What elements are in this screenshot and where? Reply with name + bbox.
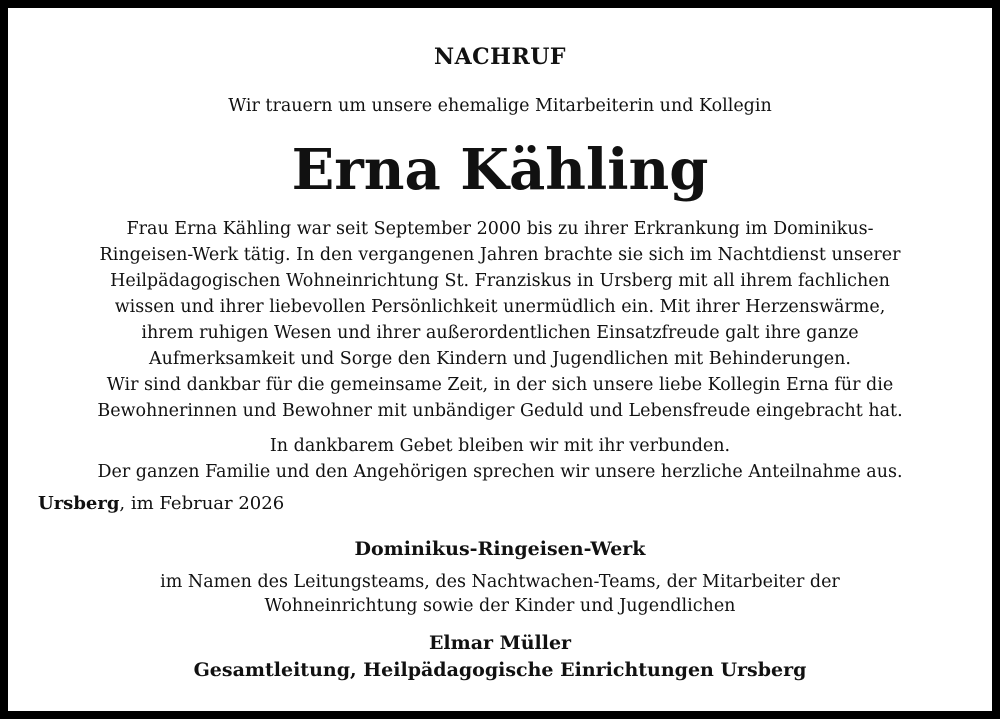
intro-line: Wir trauern um unsere ehemalige Mitarbeiterin und Kollegin [228, 96, 772, 116]
signer-title: Gesamtleitung, Heilpädagogische Einrichtungen Ursberg [193, 659, 807, 681]
organization-subtext [8, 570, 992, 618]
place-date [38, 493, 284, 514]
paragraph-condolence [8, 433, 992, 485]
text-line: Aufmerksamkeit und Sorge den Kindern und Jugendlichen mit Behinderungen. [149, 349, 851, 369]
organization-name: Dominikus-Ringeisen-Werk [354, 538, 646, 560]
text-line: Heilpädagogischen Wohneinrichtung St. Franziskus in Ursberg mit all ihrem fachlichen [110, 271, 890, 291]
paragraph-gratitude [8, 372, 992, 424]
text-line: Der ganzen Familie und den Angehörigen sprechen wir unsere herzliche Anteilnahme aus. [97, 462, 903, 482]
text-line: im Namen des Leitungsteams, des Nachtwachen-Teams, der Mitarbeiter der [160, 572, 840, 592]
obituary-notice [8, 8, 992, 711]
date-text: , im Februar 2026 [119, 493, 285, 514]
text-line: Frau Erna Kähling war seit September 2000 bis zu ihrer Erkrankung im Dominikus- [126, 219, 874, 239]
deceased-name: Erna Kähling [291, 137, 709, 203]
paragraph-tribute [8, 216, 992, 372]
signer-name: Elmar Müller [428, 632, 572, 654]
place-name: Ursberg [38, 493, 120, 514]
notice-heading: NACHRUF [433, 44, 567, 70]
text-line: Ringeisen-Werk tätig. In den vergangenen Jahren brachte sie sich im Nachtdienst unserer [99, 245, 901, 265]
text-line: wissen und ihrer liebevollen Persönlichkeit unermüdlich ein. Mit ihrer Herzenswärme, [114, 297, 886, 317]
text-line: Wohneinrichtung sowie der Kinder und Jugendlichen [264, 596, 736, 616]
text-line: ihrem ruhigen Wesen und ihrer außerordentlichen Einsatzfreude galt ihre ganze [141, 323, 859, 343]
text-line: Wir sind dankbar für die gemeinsame Zeit, in der sich unsere liebe Kollegin Erna für die [106, 375, 894, 395]
text-line: In dankbarem Gebet bleiben wir mit ihr verbunden. [269, 436, 731, 456]
text-line: Bewohnerinnen und Bewohner mit unbändiger Geduld und Lebensfreude eingebracht hat. [97, 401, 903, 421]
